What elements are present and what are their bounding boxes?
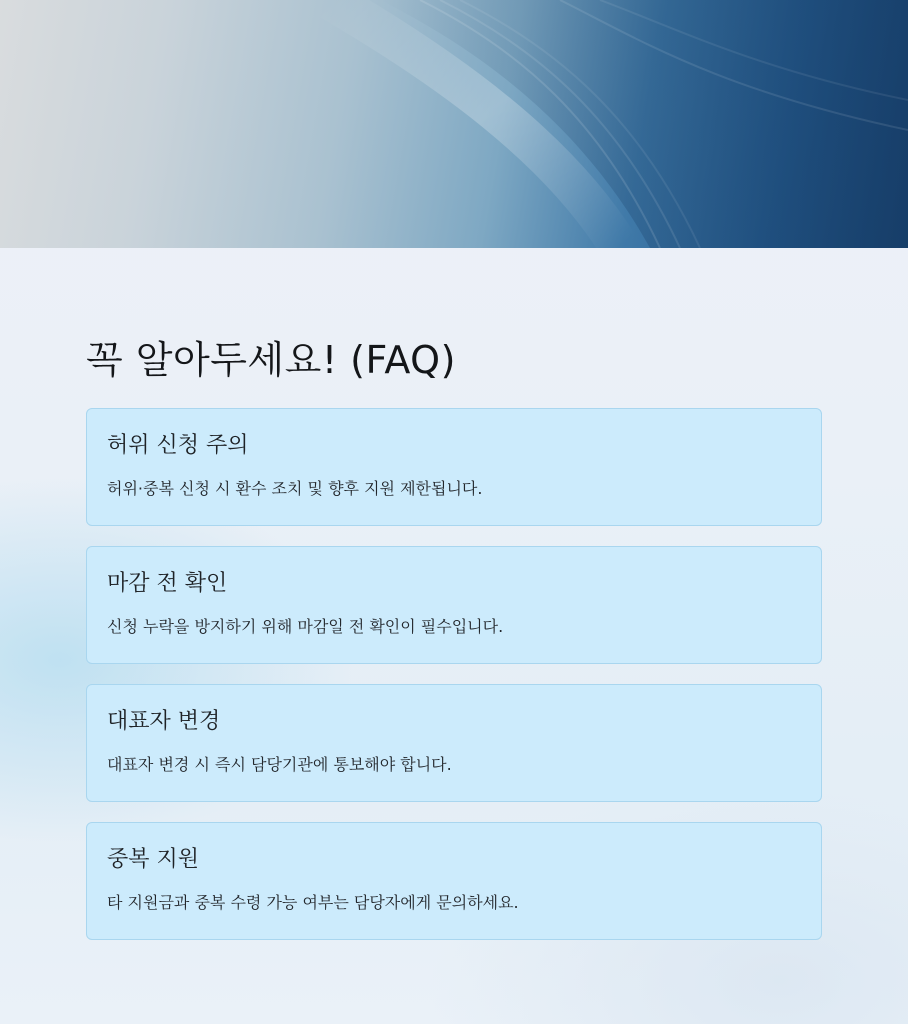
faq-title: 중복 지원 [107,847,200,872]
faq-section [86,330,822,960]
faq-text: 대표자 변경 시 즉시 담당기관에 통보해야 합니다. [107,755,452,774]
faq-card-deadline-check [86,546,822,664]
faq-text: 타 지원금과 중복 수령 가능 여부는 담당자에게 문의하세요. [107,893,519,912]
faq-text: 신청 누락을 방지하기 위해 마감일 전 확인이 필수입니다. [107,617,504,636]
faq-title: 허위 신청 주의 [107,433,249,458]
faq-card-false-application [86,408,822,526]
faq-text: 허위·중복 신청 시 환수 조치 및 향후 지원 제한됩니다. [107,479,483,498]
faq-card-representative-change [86,684,822,802]
hero-banner-image [0,0,908,248]
faq-title: 마감 전 확인 [107,571,228,596]
page-title: 꼭 알아두세요! (FAQ) [86,338,456,382]
faq-list [86,408,822,940]
faq-title: 대표자 변경 [107,709,221,734]
faq-card-duplicate-support [86,822,822,940]
abstract-wave-graphic [0,0,908,248]
